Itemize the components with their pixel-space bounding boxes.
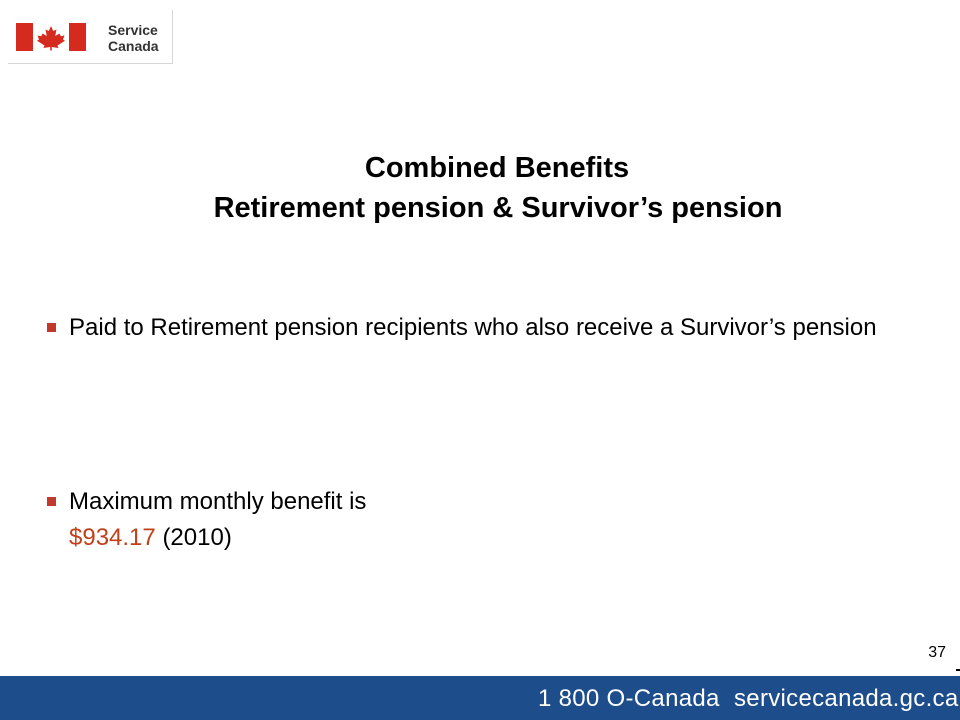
title-line-2: Retirement pension & Survivor’s pension: [213, 192, 783, 224]
logo-wordmark: [108, 22, 159, 54]
benefit-amount: $934.17: [69, 524, 156, 551]
service-canada-logo: [8, 10, 173, 64]
bullet-item-paid-to: [44, 310, 909, 346]
bullet-list: [44, 310, 884, 551]
page-title: [0, 148, 960, 228]
bullet-text: Maximum monthly benefit is: [69, 488, 367, 515]
corner-tick-mark: [956, 669, 960, 671]
bullet-square-icon: [47, 497, 56, 506]
footer-phone-number: 1 800 O-Canada: [538, 685, 720, 712]
logo-line-service: Service: [108, 22, 158, 38]
bullet-amount-line: [69, 520, 909, 556]
page-number: 37: [928, 644, 946, 661]
title-line-1: Combined Benefits: [364, 152, 630, 184]
logo-line-canada: Canada: [108, 38, 159, 54]
canada-flag-icon: [16, 23, 86, 51]
benefit-year: (2010): [162, 524, 232, 551]
footer-website: servicecanada.gc.ca: [734, 685, 959, 712]
bullet-square-icon: [47, 323, 56, 332]
footer-bar: [0, 676, 960, 720]
bullet-text: Paid to Retirement pension recipients who also receive a Survivor’s pension: [69, 314, 877, 341]
bullet-item-maximum-benefit: [44, 484, 909, 556]
